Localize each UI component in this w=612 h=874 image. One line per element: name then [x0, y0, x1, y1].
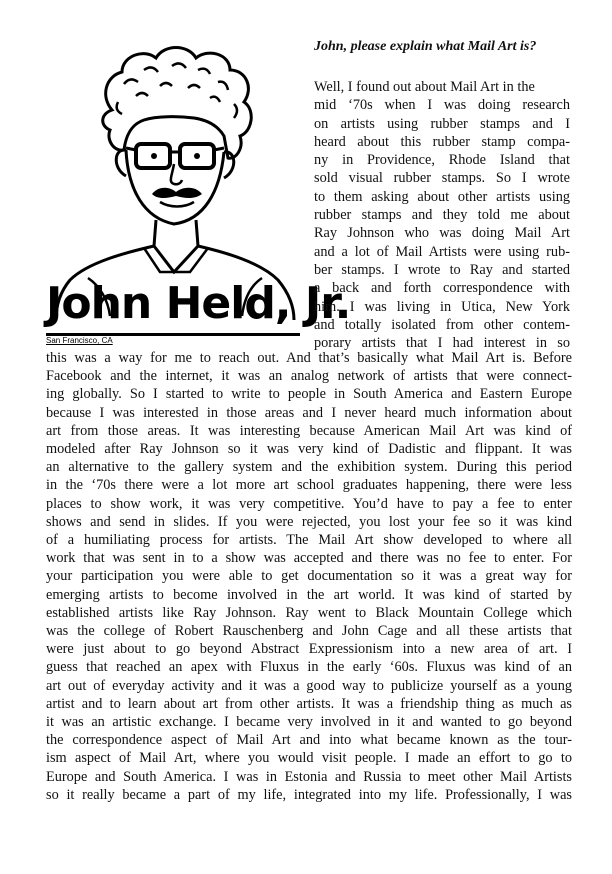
answer-line: were just about to go beyond Abstract Expressionism into a new area of art. I: [46, 641, 572, 658]
answer-line: artist and to learn about art from other artists. It was a friendship thing as much as: [46, 695, 572, 712]
answer-column: [314, 78, 570, 352]
answer-line: to them asking about other artists using: [314, 188, 570, 205]
answer-line: places to show work, it was very competitive. You’d have to pay a fee to enter: [46, 495, 572, 512]
answer-line: mid ‘70s when I was doing research: [314, 97, 570, 114]
answer-line: and a lot of Mail Artists were using rub-: [314, 243, 570, 260]
answer-line: Well, I found out about Mail Art in the: [314, 79, 535, 95]
answer-line: shows and send in slides. If you were rejected, you lost your fee so it was kind: [46, 513, 572, 530]
answer-line: Facebook and the internet, it was an analog network of artists that were connect-: [46, 368, 572, 385]
answer-line: work that was sent in to a show was accepted and there was no fee to enter. For: [46, 550, 572, 567]
answer-line: porary artists that I had interest in so: [314, 335, 570, 352]
answer-line: so it really became a part of my life, integrated into my life. Professionally, I was: [46, 786, 572, 803]
answer-line: an alternative to the gallery system and the exhibition system. During this period: [46, 459, 572, 476]
answer-line: Europe and South America. I was in Estonia and Russia to meet other Mail Artists: [46, 768, 572, 785]
answer-line: your participation you were able to get documentation so it was a great way for: [46, 568, 572, 585]
answer-line: modeled after Ray Johnson so it was very kind of Dadistic and flippant. It was: [46, 441, 572, 458]
answer-line: it was an artistic exchange. I became very involved in it and wanted to go beyond: [46, 714, 572, 731]
answer-line: in the ‘70s there were a lot more art school graduates happening, there were less: [46, 477, 572, 494]
answer-line: Ray Johnson who was doing Mail Art: [314, 225, 570, 242]
answer-line: heard about this rubber stamp compa-: [314, 133, 570, 150]
answer-line: ber stamps. I wrote to Ray and started: [314, 261, 570, 278]
answer-line: the correspondence aspect of Mail Art and into what became known as the tour-: [46, 732, 572, 749]
answer-line: art from those areas. It was interesting because American Mail Art was kind of: [46, 422, 572, 439]
answer-line: of a humiliating process for artists. The Mail Art show developed to where all: [46, 532, 572, 549]
answer-line: him. I was living in Utica, New York: [314, 298, 570, 315]
answer-line: on artists using rubber stamps and I: [314, 115, 570, 132]
answer-line: sold visual rubber stamps. So I wrote: [314, 170, 570, 187]
answer-line: because I was interested in those areas and I never heard much information about: [46, 404, 572, 421]
answer-line: established artists like Ray Johnson. Ray went to Black Mountain College which: [46, 604, 572, 621]
answer-line: was the college of Robert Rauschenberg and John Cage and all these artists that: [46, 623, 572, 640]
answer-line: art out of everyday activity and it was a good way to publicize yourself as a young: [46, 677, 572, 694]
answer-line: ny in Providence, Rhode Island that: [314, 152, 570, 169]
answer-line: emerging artists to become involved in the art world. It was kind of started by: [46, 586, 572, 603]
interview-question: John, please explain what Mail Art is?: [314, 39, 537, 54]
answer-continued: [46, 349, 572, 804]
answer-line: this was a way for me to reach out. And that’s basically what Mail Art is. Before: [46, 350, 572, 366]
answer-line: ing globally. So I started to write to people in South America and Eastern Europe: [46, 386, 572, 403]
portrait-location: San Francisco, CA: [46, 336, 113, 345]
answer-line: and totally isolated from other contem-: [314, 316, 570, 333]
portrait-name: John Held, Jr.: [46, 278, 351, 329]
answer-line: rubber stamps and they told me about: [314, 207, 570, 224]
answer-line: ism aspect of Mail Art, where you would visit people. I made an effort to go to: [46, 750, 572, 767]
answer-line: guess that reached an apex with Fluxus in the early ‘60s. Fluxus was kind of an: [46, 659, 572, 676]
answer-line: a back and forth correspondence with: [314, 280, 570, 297]
